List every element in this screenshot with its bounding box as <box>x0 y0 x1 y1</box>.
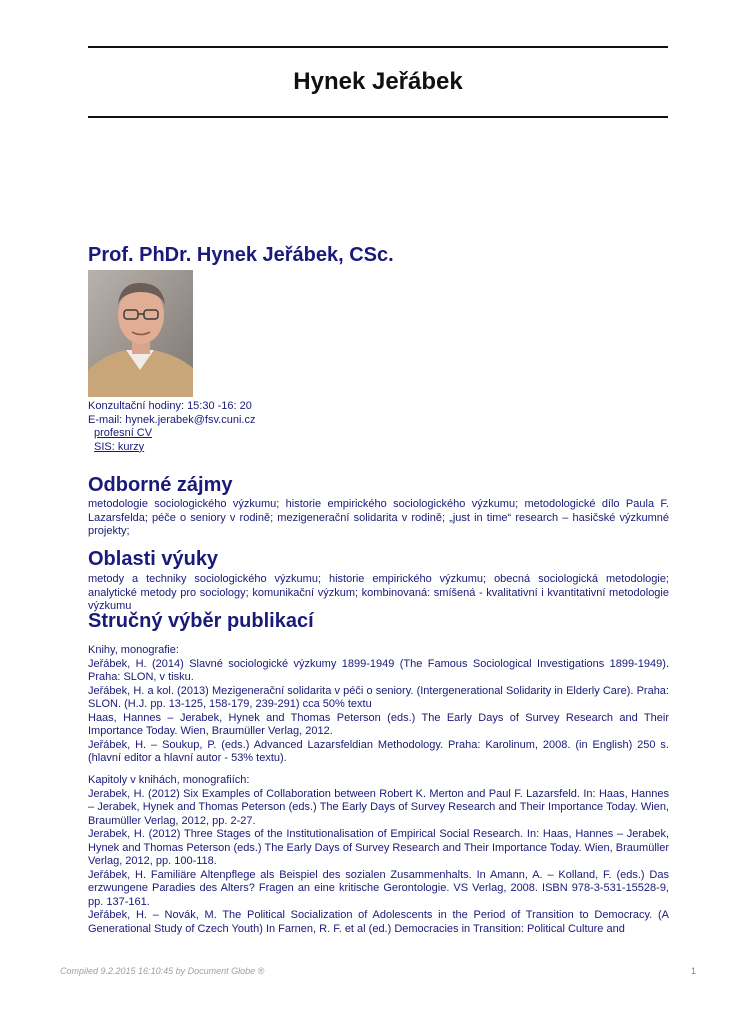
title-bottom-rule <box>88 116 668 118</box>
chapters-list <box>88 774 669 936</box>
consultation-hours: Konzultační hodiny: 15:30 -16: 20 <box>88 400 252 412</box>
chapter-item: Jerabek, H. (2012) Six Examples of Collaboration between Robert K. Merton and Paul F. Lazarsfeld. In: Haas, Hannes – Jerabek, Hynek and Thomas Peterson (eds.) The Early Days of Survey Research and Their Importance Today. Wien, Braumüller Verlag, 2012, pp. 2-27. <box>88 787 669 827</box>
footer-compiled-note: Compiled 9.2.2015 16:10:45 by Document Globe ® <box>60 966 265 976</box>
sis-courses-link[interactable]: SIS: kurzy <box>94 440 145 453</box>
interests-text: metodologie sociologického výzkumu; historie empirického sociologického výzkumu; metodologické dílo Paula F. Lazarsfelda; péče o seniory v rodině; mezigenerační solidarita v rodině; „just in time“ research – hasičské výzkumné projekty; <box>88 498 669 537</box>
email-text: E-mail: hynek.jerabek@fsv.cuni.cz <box>88 413 256 426</box>
interests-heading: Odborné zájmy <box>88 474 233 496</box>
teaching-heading: Oblasti výuky <box>88 548 219 570</box>
book-item: Jeřábek, H. (2014) Slavné sociologické výzkumy 1899-1949 (The Famous Sociological Investigations 1899-1949). Praha: SLON, v tisku. <box>88 657 669 683</box>
publications-heading: Stručný výběr publikací <box>88 610 314 632</box>
chapter-item: Jerabek, H. (2012) Three Stages of the Institutionalisation of Empirical Social Research. In: Haas, Hannes – Jerabek, Hynek and Thomas Peterson (eds.) The Early Days of Survey Research and Their Importance Today. Wien, Braumüller Verlag, 2012, pp. 100-118. <box>88 828 669 867</box>
book-item: Haas, Hannes – Jerabek, Hynek and Thomas Peterson (eds.) The Early Days of Survey Research and Their Importance Today. Wien, Braumüller Verlag, 2012. <box>88 711 669 737</box>
chapter-item: Jeřábek, H. Familiäre Altenpflege als Beispiel des sozialen Zusammenhalts. In Amann, A. – Kolland, F. (eds.) Das erzwungene Paradies des Alters? Fragen an eine kritische Gerontologie. VS Verlag, 2008. ISBN 978-3-531-15528-9, pp. 137-161. <box>88 868 669 908</box>
chapter-item: Jeřábek, H. – Novák, M. The Political Socialization of Adolescents in the Period of Transition to Democracy. (A Generational Study of Czech Youth) In Farnen, R. F. et al (ed.) Democracies in Transition: Political Culture and <box>88 909 669 935</box>
cv-link[interactable]: profesní CV <box>94 427 153 439</box>
chapters-label: Kapitoly v knihách, monografiích: <box>88 774 250 786</box>
books-list <box>88 644 669 766</box>
book-item: Jeřábek, H. a kol. (2013) Mezigenerační solidarita v péči o seniory. (Intergenerational Solidarity in Elderly Care). Praha: SLON. (H.J. pp. 13-125, 158-179, 239-291) cca 50% textu <box>88 684 669 710</box>
teaching-text: metody a techniky sociologického výzkumu; historie empirického výzkumu; obecná sociologická metodologie; analytické metody pro sociology; komunikační výzkum; kombinovaná: smíšená - kvalitativní i kvantitativní metodologie výzkumu <box>88 573 669 612</box>
portrait-photo <box>88 270 193 397</box>
books-label: Knihy, monografie: <box>88 644 179 656</box>
person-name-heading: Prof. PhDr. Hynek Jeřábek, CSc. <box>88 244 394 266</box>
contact-block <box>88 400 255 454</box>
page-title: Hynek Jeřábek <box>293 68 463 95</box>
book-item: Jeřábek, H. – Soukup, P. (eds.) Advanced Lazarsfeldian Methodology. Praha: Karolinum, 2008. (in English) 250 s. (hlavní editor a hlavní autor - 53% textu). <box>88 738 669 764</box>
page-number: 1 <box>690 966 696 976</box>
top-rule <box>88 46 668 48</box>
